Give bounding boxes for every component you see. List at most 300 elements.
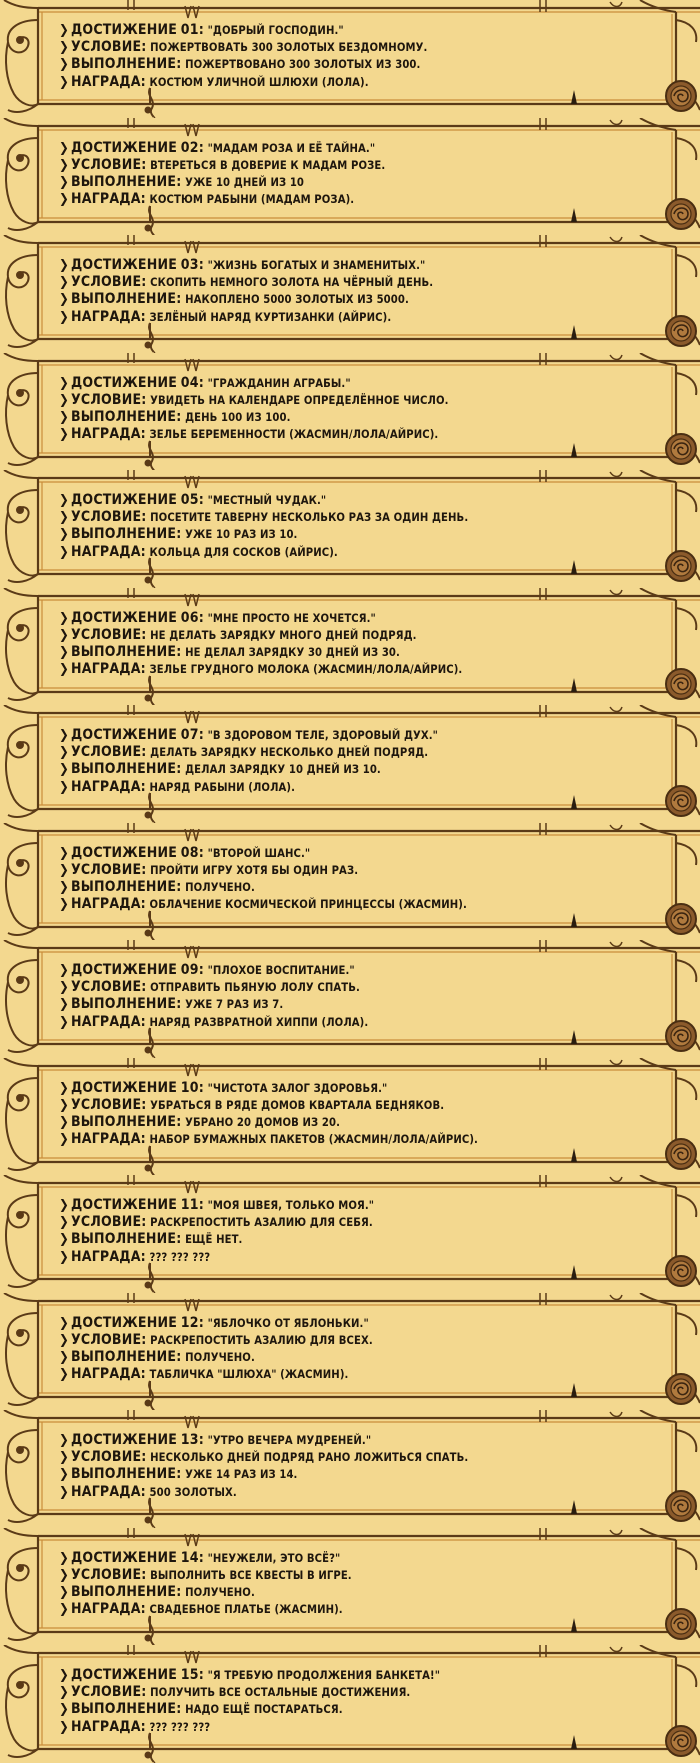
achievement-reward-line: ❯ НАГРАДА: НАБОР БУМАЖНЫХ ПАКЕТОВ (ЖАСМИН/ЛОЛА/АЙРИС). [59, 1131, 478, 1148]
spike-icon [571, 1500, 577, 1514]
achievement-panel-15 [0, 1645, 700, 1763]
achievement-title: "ПЛОХОЕ ВОСПИТАНИЕ." [207, 964, 355, 977]
spike-icon [571, 1383, 577, 1397]
spike-icon [571, 208, 577, 222]
achievement-condition-line: ❯ УСЛОВИЕ: РАСКРЕПОСТИТЬ АЗАЛИЮ ДЛЯ ВСЕХ. [59, 1331, 373, 1348]
spiral-ornament-left [4, 1175, 38, 1287]
achievement-condition-line: ❯ УСЛОВИЕ: ПОСЕТИТЕ ТАВЕРНУ НЕСКОЛЬКО РАЗ ЗА ОДИН ДЕНЬ. [59, 509, 469, 526]
spike-icon [571, 325, 577, 339]
achievement-condition-line: ❯ УСЛОВИЕ: ДЕЛАТЬ ЗАРЯДКУ НЕСКОЛЬКО ДНЕЙ ПОДРЯД. [59, 744, 429, 761]
achievement-title-line: ❯ ДОСТИЖЕНИЕ 13: "УТРО ВЕЧЕРА МУДРЕНЕЙ." [59, 1432, 372, 1448]
achievement-panel-09 [0, 940, 700, 1058]
bottom-treble-ornament [146, 1263, 155, 1293]
achievement-condition: РАСКРЕПОСТИТЬ АЗАЛИЮ ДЛЯ СЕБЯ. [150, 1216, 373, 1230]
achievement-reward: КОСТЮМ УЛИЧНОЙ ШЛЮХИ (ЛОЛА). [149, 75, 369, 89]
chevron-right-icon: ❯ [59, 1450, 69, 1466]
chevron-right-icon: ❯ [59, 275, 69, 291]
label-achievement: ДОСТИЖЕНИЕ [71, 962, 178, 978]
bronze-swirl-medallion-icon [666, 1021, 696, 1051]
achievement-number: 01 [180, 22, 199, 38]
achievement-number: 11 [180, 1197, 199, 1213]
bottom-treble-ornament [146, 88, 155, 118]
chevron-right-icon: ❯ [59, 662, 69, 678]
achievement-completion: ДЕЛАЛ ЗАРЯДКУ 10 ДНЕЙ ИЗ 10. [185, 763, 381, 777]
achievement-reward-line: ❯ НАГРАДА: 500 ЗОЛОТЫХ. [59, 1483, 237, 1500]
spiral-ornament-left [4, 588, 38, 700]
achievement-number: 06 [180, 609, 199, 626]
label-achievement: ДОСТИЖЕНИЕ [71, 139, 178, 156]
spike-icon [571, 1148, 577, 1162]
achievement-reward-line: ❯ НАГРАДА: ЗЕЛЬЕ ГРУДНОГО МОЛОКА (ЖАСМИН/ЛОЛА/АЙРИС). [59, 661, 463, 678]
achievement-reward: ОБЛАЧЕНИЕ КОСМИЧЕСКОЙ ПРИНЦЕССЫ (ЖАСМИН). [149, 898, 467, 912]
achievement-title: "МЕСТНЫЙ ЧУДАК." [207, 494, 327, 507]
label-achievement: ДОСТИЖЕНИЕ [71, 1549, 178, 1566]
spike-icon [571, 1265, 577, 1279]
spiral-ornament-left [4, 0, 38, 112]
chevron-right-icon: ❯ [59, 779, 69, 795]
achievement-reward-line: ❯ НАГРАДА: ЗЕЛЁНЫЙ НАРЯД КУРТИЗАНКИ (АЙРИС). [59, 308, 392, 325]
bronze-swirl-medallion-icon [666, 551, 696, 581]
label-condition: УСЛОВИЕ [71, 1096, 142, 1113]
achievement-completion-line: ❯ ВЫПОЛНЕНИЕ: НАДО ЕЩЁ ПОСТАРАТЬСЯ. [59, 1701, 343, 1718]
chevron-right-icon: ❯ [59, 1249, 69, 1265]
achievement-panel-03 [0, 235, 700, 353]
label-reward: НАГРАДА [71, 73, 141, 90]
achievement-reward-line: ❯ НАГРАДА: ЗЕЛЬЕ БЕРЕМЕННОСТИ (ЖАСМИН/ЛОЛА/АЙРИС). [59, 426, 439, 443]
achievement-title: "ДОБРЫЙ ГОСПОДИН." [207, 24, 344, 37]
achievement-completion: УЖЕ 10 РАЗ ИЗ 10. [185, 528, 298, 542]
achievement-condition: ОТПРАВИТЬ ПЬЯНУЮ ЛОЛУ СПАТЬ. [150, 981, 360, 995]
label-reward: НАГРАДА [71, 1248, 141, 1265]
bronze-swirl-medallion-icon [666, 904, 696, 934]
chevron-right-icon: ❯ [59, 493, 69, 508]
achievement-condition-line: ❯ УСЛОВИЕ: УВИДЕТЬ НА КАЛЕНДАРЕ ОПРЕДЕЛЁННОЕ ЧИСЛО. [59, 391, 449, 408]
achievement-text [59, 1315, 660, 1384]
label-reward: НАГРАДА [71, 661, 141, 678]
chevron-right-icon: ❯ [59, 140, 69, 156]
achievement-condition-line: ❯ УСЛОВИЕ: ПОЛУЧИТЬ ВСЕ ОСТАЛЬНЫЕ ДОСТИЖЕНИЯ. [59, 1684, 411, 1701]
bottom-treble-ornament [146, 1028, 155, 1058]
chevron-right-icon: ❯ [59, 510, 69, 526]
spiral-ornament-left [4, 1645, 38, 1757]
achievement-completion-line: ❯ ВЫПОЛНЕНИЕ: ЕЩЁ НЕТ. [59, 1231, 243, 1248]
achievement-title-line: ❯ ДОСТИЖЕНИЕ 10: "ЧИСТОТА ЗАЛОГ ЗДОРОВЬЯ." [59, 1079, 388, 1096]
achievement-title: "МНЕ ПРОСТО НЕ ХОЧЕТСЯ." [207, 611, 376, 625]
achievement-condition: ПОЖЕРТВОВАТЬ 300 ЗОЛОТЫХ БЕЗДОМНОМУ. [150, 41, 428, 55]
chevron-right-icon: ❯ [59, 392, 69, 408]
chevron-right-icon: ❯ [59, 1198, 69, 1213]
achievement-completion: УЖЕ 7 РАЗ ИЗ 7. [185, 998, 284, 1012]
chevron-right-icon: ❯ [59, 963, 69, 978]
chevron-right-icon: ❯ [59, 1132, 69, 1148]
label-condition: УСЛОВИЕ [71, 744, 142, 761]
spiral-ornament-left [4, 353, 38, 465]
chevron-right-icon: ❯ [59, 292, 69, 308]
label-completion: ВЫПОЛНЕНИЕ [71, 1701, 177, 1718]
spiral-ornament-left [4, 235, 38, 347]
achievement-text [59, 1197, 660, 1266]
achievement-text [59, 962, 660, 1031]
label-achievement: ДОСТИЖЕНИЕ [71, 22, 178, 38]
label-condition: УСЛОВИЕ [71, 626, 142, 643]
achievement-reward-line: ❯ НАГРАДА: НАРЯД РАБЫНИ (ЛОЛА). [59, 778, 296, 795]
achievement-panel-10 [0, 1058, 700, 1176]
chevron-right-icon: ❯ [59, 1602, 69, 1618]
achievement-reward-line: ❯ НАГРАДА: ОБЛАЧЕНИЕ КОСМИЧЕСКОЙ ПРИНЦЕССЫ (ЖАСМИН). [59, 896, 467, 913]
achievement-condition-line: ❯ УСЛОВИЕ: НЕСКОЛЬКО ДНЕЙ ПОДРЯД РАНО ЛОЖИТЬСЯ СПАТЬ. [59, 1449, 469, 1466]
label-achievement: ДОСТИЖЕНИЕ [71, 1432, 178, 1448]
bronze-swirl-medallion-icon [666, 669, 696, 699]
achievement-title: "НЕУЖЕЛИ, ЭТО ВСЁ?" [207, 1551, 341, 1565]
achievement-title-line: ❯ ДОСТИЖЕНИЕ 11: "МОЯ ШВЕЯ, ТОЛЬКО МОЯ." [59, 1197, 375, 1213]
achievement-completion: УЖЕ 14 РАЗ ИЗ 14. [185, 1468, 298, 1482]
chevron-right-icon: ❯ [59, 762, 69, 778]
chevron-right-icon: ❯ [59, 845, 69, 861]
bronze-swirl-medallion-icon [666, 1726, 696, 1756]
label-condition: УСЛОВИЕ [71, 391, 142, 408]
label-completion: ВЫПОЛНЕНИЕ [71, 1113, 177, 1130]
chevron-right-icon: ❯ [59, 1232, 69, 1248]
achievement-reward: НАРЯД РАБЫНИ (ЛОЛА). [149, 780, 296, 794]
chevron-right-icon: ❯ [59, 1097, 69, 1113]
achievement-title: "ЯБЛОЧКО ОТ ЯБЛОНЬКИ." [207, 1316, 369, 1330]
label-completion: ВЫПОЛНЕНИЕ [71, 878, 177, 895]
label-achievement: ДОСТИЖЕНИЕ [71, 492, 178, 508]
label-completion: ВЫПОЛНЕНИЕ [71, 1583, 177, 1600]
label-condition: УСЛОВИЕ [71, 1449, 142, 1466]
achievement-number: 05 [180, 492, 199, 508]
label-reward: НАГРАДА [71, 1483, 141, 1500]
label-condition: УСЛОВИЕ [71, 1214, 142, 1231]
bottom-treble-ornament [146, 1381, 155, 1411]
chevron-right-icon: ❯ [59, 1349, 69, 1365]
achievement-reward-line: ❯ НАГРАДА: ??? ??? ??? [59, 1718, 211, 1735]
achievement-title-line: ❯ ДОСТИЖЕНИЕ 05: "МЕСТНЫЙ ЧУДАК." [59, 492, 327, 508]
spike-icon [571, 1735, 577, 1749]
bronze-swirl-medallion-icon [666, 786, 696, 816]
achievement-panel-11 [0, 1175, 700, 1293]
label-condition: УСЛОВИЕ [71, 274, 142, 291]
label-achievement: ДОСТИЖЕНИЕ [71, 1079, 178, 1096]
achievement-reward: ТАБЛИЧКА "ШЛЮХА" (ЖАСМИН). [149, 1368, 349, 1382]
achievement-title-line: ❯ ДОСТИЖЕНИЕ 12: "ЯБЛОЧКО ОТ ЯБЛОНЬКИ." [59, 1314, 369, 1331]
achievement-condition-line: ❯ УСЛОВИЕ: РАСКРЕПОСТИТЬ АЗАЛИЮ ДЛЯ СЕБЯ. [59, 1214, 373, 1231]
achievement-text [59, 492, 660, 561]
bronze-swirl-medallion-icon [666, 316, 696, 346]
chevron-right-icon: ❯ [59, 862, 69, 878]
chevron-right-icon: ❯ [59, 157, 69, 173]
achievement-completion: ПОЛУЧЕНО. [185, 880, 255, 894]
bronze-swirl-medallion-icon [666, 434, 696, 464]
achievement-panel-04 [0, 353, 700, 471]
bronze-swirl-medallion-icon [666, 81, 696, 111]
spiral-ornament-left [4, 118, 38, 230]
achievement-completion-line: ❯ ВЫПОЛНЕНИЕ: НЕ ДЕЛАЛ ЗАРЯДКУ 30 ДНЕЙ ИЗ 30. [59, 643, 400, 660]
spiral-ornament-left [4, 1293, 38, 1405]
achievement-title-line: ❯ ДОСТИЖЕНИЕ 02: "МАДАМ РОЗА И ЕЁ ТАЙНА." [59, 139, 376, 156]
label-achievement: ДОСТИЖЕНИЕ [71, 257, 178, 273]
achievement-number: 07 [180, 727, 199, 743]
label-achievement: ДОСТИЖЕНИЕ [71, 609, 178, 626]
chevron-right-icon: ❯ [59, 879, 69, 895]
label-reward: НАГРАДА [71, 1718, 141, 1735]
achievement-reward-line: ❯ НАГРАДА: ??? ??? ??? [59, 1248, 211, 1265]
achievement-condition: ПОЛУЧИТЬ ВСЕ ОСТАЛЬНЫЕ ДОСТИЖЕНИЯ. [150, 1686, 411, 1700]
bottom-treble-ornament [146, 558, 155, 588]
achievement-condition-line: ❯ УСЛОВИЕ: УБРАТЬСЯ В РЯДЕ ДОМОВ КВАРТАЛА БЕДНЯКОВ. [59, 1096, 445, 1113]
achievement-condition: ДЕЛАТЬ ЗАРЯДКУ НЕСКОЛЬКО ДНЕЙ ПОДРЯД. [150, 746, 429, 760]
chevron-right-icon: ❯ [59, 409, 69, 425]
achievement-reward: НАБОР БУМАЖНЫХ ПАКЕТОВ (ЖАСМИН/ЛОЛА/АЙРИС). [149, 1133, 478, 1147]
label-reward: НАГРАДА [71, 426, 141, 443]
chevron-right-icon: ❯ [59, 1433, 69, 1448]
achievement-completion: НАДО ЕЩЁ ПОСТАРАТЬСЯ. [185, 1703, 343, 1717]
achievement-number: 03 [180, 257, 199, 273]
achievement-panel-13 [0, 1410, 700, 1528]
chevron-right-icon: ❯ [59, 174, 69, 190]
spike-icon [571, 443, 577, 457]
label-completion: ВЫПОЛНЕНИЕ [71, 1231, 177, 1248]
achievement-number: 15 [180, 1667, 199, 1683]
bronze-swirl-medallion-icon [666, 1256, 696, 1286]
achievement-number: 09 [180, 962, 199, 978]
achievement-text [59, 1080, 660, 1149]
achievement-condition: ПРОЙТИ ИГРУ ХОТЯ БЫ ОДИН РАЗ. [150, 863, 359, 877]
achievement-number: 04 [180, 374, 199, 391]
achievement-panel-07 [0, 705, 700, 823]
achievement-condition: ВЫПОЛНИТЬ ВСЕ КВЕСТЫ В ИГРЕ. [150, 1568, 352, 1582]
bronze-swirl-medallion-icon [666, 1374, 696, 1404]
bottom-treble-ornament [146, 1498, 155, 1528]
spike-icon [571, 90, 577, 104]
chevron-right-icon: ❯ [59, 23, 69, 38]
label-condition: УСЛОВИЕ [71, 1684, 142, 1701]
chevron-right-icon: ❯ [59, 728, 69, 743]
achievement-completion-line: ❯ ВЫПОЛНЕНИЕ: НАКОПЛЕНО 5000 ЗОЛОТЫХ ИЗ 5000. [59, 291, 409, 308]
label-achievement: ДОСТИЖЕНИЕ [71, 727, 178, 743]
chevron-right-icon: ❯ [59, 1702, 69, 1718]
achievement-title: "Я ТРЕБУЮ ПРОДОЛЖЕНИЯ БАНКЕТА!" [207, 1669, 441, 1682]
achievement-condition-line: ❯ УСЛОВИЕ: СКОПИТЬ НЕМНОГО ЗОЛОТА НА ЧЁРНЫЙ ДЕНЬ. [59, 274, 434, 291]
achievement-title: "УТРО ВЕЧЕРА МУДРЕНЕЙ." [207, 1434, 372, 1447]
label-completion: ВЫПОЛНЕНИЕ [71, 996, 177, 1013]
achievement-title-line: ❯ ДОСТИЖЕНИЕ 03: "ЖИЗНЬ БОГАТЫХ И ЗНАМЕНИТЫХ." [59, 257, 426, 273]
bottom-treble-ornament [146, 911, 155, 941]
achievement-number: 12 [180, 1314, 199, 1331]
achievement-panel-06 [0, 588, 700, 706]
chevron-right-icon: ❯ [59, 1467, 69, 1483]
chevron-right-icon: ❯ [59, 1014, 69, 1030]
achievement-reward-line: ❯ НАГРАДА: СВАДЕБНОЕ ПЛАТЬЕ (ЖАСМИН). [59, 1601, 343, 1618]
achievement-condition: СКОПИТЬ НЕМНОГО ЗОЛОТА НА ЧЁРНЫЙ ДЕНЬ. [150, 276, 434, 290]
achievement-title-line: ❯ ДОСТИЖЕНИЕ 01: "ДОБРЫЙ ГОСПОДИН." [59, 22, 344, 38]
achievement-reward: ??? ??? ??? [149, 1250, 211, 1264]
achievement-completion-line: ❯ ВЫПОЛНЕНИЕ: ПОЛУЧЕНО. [59, 1583, 255, 1600]
achievement-number: 13 [180, 1432, 199, 1448]
achievement-panel-02 [0, 118, 700, 236]
achievement-title-line: ❯ ДОСТИЖЕНИЕ 08: "ВТОРОЙ ШАНС." [59, 844, 311, 861]
achievement-text [59, 375, 660, 444]
spiral-ornament-left [4, 1528, 38, 1640]
achievement-text [59, 845, 660, 914]
chevron-right-icon: ❯ [59, 1685, 69, 1701]
bottom-treble-ornament [146, 793, 155, 823]
chevron-right-icon: ❯ [59, 1215, 69, 1231]
label-achievement: ДОСТИЖЕНИЕ [71, 374, 178, 391]
achievement-reward: 500 ЗОЛОТЫХ. [149, 1485, 237, 1499]
label-achievement: ДОСТИЖЕНИЕ [71, 844, 178, 861]
bottom-treble-ornament [146, 441, 155, 471]
achievement-number: 10 [180, 1079, 199, 1096]
achievement-condition-line: ❯ УСЛОВИЕ: НЕ ДЕЛАТЬ ЗАРЯДКУ МНОГО ДНЕЙ ПОДРЯД. [59, 626, 417, 643]
chevron-right-icon: ❯ [59, 1719, 69, 1735]
chevron-right-icon: ❯ [59, 1550, 69, 1566]
spiral-ornament-left [4, 705, 38, 817]
chevron-right-icon: ❯ [59, 527, 69, 543]
label-completion: ВЫПОЛНЕНИЕ [71, 408, 177, 425]
achievement-reward-line: ❯ НАГРАДА: КОЛЬЦА ДЛЯ СОСКОВ (АЙРИС). [59, 543, 338, 560]
achievement-title: "ГРАЖДАНИН АГРАБЫ." [207, 376, 351, 390]
achievement-condition: НЕ ДЕЛАТЬ ЗАРЯДКУ МНОГО ДНЕЙ ПОДРЯД. [150, 628, 417, 642]
achievement-condition: ПОСЕТИТЕ ТАВЕРНУ НЕСКОЛЬКО РАЗ ЗА ОДИН ДЕНЬ. [150, 511, 469, 525]
chevron-right-icon: ❯ [59, 610, 69, 626]
achievement-completion: ЕЩЁ НЕТ. [185, 1233, 243, 1247]
spike-icon [571, 1030, 577, 1044]
chevron-right-icon: ❯ [59, 1114, 69, 1130]
bronze-swirl-medallion-icon [666, 1139, 696, 1169]
label-condition: УСЛОВИЕ [71, 1566, 142, 1583]
achievement-condition: НЕСКОЛЬКО ДНЕЙ ПОДРЯД РАНО ЛОЖИТЬСЯ СПАТЬ. [150, 1451, 469, 1465]
achievement-reward: НАРЯД РАЗВРАТНОЙ ХИППИ (ЛОЛА). [149, 1015, 369, 1029]
achievement-title-line: ❯ ДОСТИЖЕНИЕ 06: "МНЕ ПРОСТО НЕ ХОЧЕТСЯ." [59, 609, 376, 626]
achievement-title: "МОЯ ШВЕЯ, ТОЛЬКО МОЯ." [207, 1199, 375, 1212]
achievement-condition: РАСКРЕПОСТИТЬ АЗАЛИЮ ДЛЯ ВСЕХ. [150, 1333, 373, 1347]
achievement-completion-line: ❯ ВЫПОЛНЕНИЕ: УБРАНО 20 ДОМОВ ИЗ 20. [59, 1113, 341, 1130]
label-completion: ВЫПОЛНЕНИЕ [71, 526, 177, 543]
achievement-completion-line: ❯ ВЫПОЛНЕНИЕ: УЖЕ 10 ДНЕЙ ИЗ 10 [59, 173, 305, 190]
achievement-completion-line: ❯ ВЫПОЛНЕНИЕ: ПОЛУЧЕНО. [59, 878, 255, 895]
achievement-reward: ЗЕЛЁНЫЙ НАРЯД КУРТИЗАНКИ (АЙРИС). [149, 310, 392, 324]
chevron-right-icon: ❯ [59, 644, 69, 660]
chevron-right-icon: ❯ [59, 258, 69, 273]
achievement-panel-14 [0, 1528, 700, 1646]
achievement-text [59, 727, 660, 796]
achievement-completion: ДЕНЬ 100 ИЗ 100. [185, 410, 291, 424]
chevron-right-icon: ❯ [59, 57, 69, 73]
chevron-right-icon: ❯ [59, 997, 69, 1013]
achievement-reward: ЗЕЛЬЕ ГРУДНОГО МОЛОКА (ЖАСМИН/ЛОЛА/АЙРИС). [149, 663, 463, 677]
bronze-swirl-medallion-icon [666, 1609, 696, 1639]
label-completion: ВЫПОЛНЕНИЕ [71, 1348, 177, 1365]
achievement-reward: ЗЕЛЬЕ БЕРЕМЕННОСТИ (ЖАСМИН/ЛОЛА/АЙРИС). [149, 428, 439, 442]
achievement-text [59, 610, 660, 679]
chevron-right-icon: ❯ [59, 1668, 69, 1683]
chevron-right-icon: ❯ [59, 192, 69, 208]
achievement-condition: УБРАТЬСЯ В РЯДЕ ДОМОВ КВАРТАЛА БЕДНЯКОВ. [150, 1098, 445, 1112]
chevron-right-icon: ❯ [59, 627, 69, 643]
achievement-completion-line: ❯ ВЫПОЛНЕНИЕ: ДЕНЬ 100 ИЗ 100. [59, 408, 291, 425]
bottom-treble-ornament [146, 1733, 155, 1763]
achievement-completion-line: ❯ ВЫПОЛНЕНИЕ: УЖЕ 7 РАЗ ИЗ 7. [59, 996, 284, 1013]
achievement-condition: УВИДЕТЬ НА КАЛЕНДАРЕ ОПРЕДЕЛЁННОЕ ЧИСЛО. [150, 393, 449, 407]
achievement-reward-line: ❯ НАГРАДА: НАРЯД РАЗВРАТНОЙ ХИППИ (ЛОЛА). [59, 1013, 369, 1030]
chevron-right-icon: ❯ [59, 309, 69, 325]
achievement-reward-line: ❯ НАГРАДА: ТАБЛИЧКА "ШЛЮХА" (ЖАСМИН). [59, 1366, 349, 1383]
achievement-panel-08 [0, 823, 700, 941]
label-condition: УСЛОВИЕ [71, 979, 142, 996]
achievement-completion-line: ❯ ВЫПОЛНЕНИЕ: ПОЛУЧЕНО. [59, 1348, 255, 1365]
bottom-treble-ornament [146, 676, 155, 706]
chevron-right-icon: ❯ [59, 897, 69, 913]
label-condition: УСЛОВИЕ [71, 509, 142, 526]
achievement-reward-line: ❯ НАГРАДА: КОСТЮМ РАБЫНИ (МАДАМ РОЗА). [59, 191, 355, 208]
achievement-completion-line: ❯ ВЫПОЛНЕНИЕ: УЖЕ 14 РАЗ ИЗ 14. [59, 1466, 298, 1483]
bronze-swirl-medallion-icon [666, 199, 696, 229]
achievement-panel-05 [0, 470, 700, 588]
achievement-reward: КОЛЬЦА ДЛЯ СОСКОВ (АЙРИС). [149, 545, 338, 559]
label-condition: УСЛОВИЕ [71, 861, 142, 878]
achievement-title: "ВТОРОЙ ШАНС." [207, 846, 311, 860]
chevron-right-icon: ❯ [59, 427, 69, 443]
achievement-condition-line: ❯ УСЛОВИЕ: ВЫПОЛНИТЬ ВСЕ КВЕСТЫ В ИГРЕ. [59, 1566, 352, 1583]
bottom-treble-ornament [146, 1146, 155, 1176]
spiral-ornament-left [4, 940, 38, 1052]
chevron-right-icon: ❯ [59, 1484, 69, 1500]
label-condition: УСЛОВИЕ [71, 156, 142, 173]
chevron-right-icon: ❯ [59, 544, 69, 560]
label-reward: НАГРАДА [71, 1131, 141, 1148]
achievement-condition-line: ❯ УСЛОВИЕ: ОТПРАВИТЬ ПЬЯНУЮ ЛОЛУ СПАТЬ. [59, 979, 360, 996]
bottom-treble-ornament [146, 206, 155, 236]
label-reward: НАГРАДА [71, 308, 141, 325]
achievement-number: 08 [180, 844, 199, 861]
achievement-title: "В ЗДОРОВОМ ТЕЛЕ, ЗДОРОВЫЙ ДУХ." [207, 729, 439, 742]
achievement-text [59, 140, 660, 209]
label-completion: ВЫПОЛНЕНИЕ [71, 761, 177, 778]
achievement-title-line: ❯ ДОСТИЖЕНИЕ 14: "НЕУЖЕЛИ, ЭТО ВСЁ?" [59, 1549, 341, 1566]
achievement-completion-line: ❯ ВЫПОЛНЕНИЕ: ПОЖЕРТВОВАНО 300 ЗОЛОТЫХ ИЗ 300. [59, 56, 421, 73]
label-completion: ВЫПОЛНЕНИЕ [71, 173, 177, 190]
achievement-completion: УЖЕ 10 ДНЕЙ ИЗ 10 [185, 175, 305, 189]
achievement-completion-line: ❯ ВЫПОЛНЕНИЕ: УЖЕ 10 РАЗ ИЗ 10. [59, 526, 298, 543]
achievement-panel-01 [0, 0, 700, 118]
chevron-right-icon: ❯ [59, 1367, 69, 1383]
achievement-completion: УБРАНО 20 ДОМОВ ИЗ 20. [185, 1115, 341, 1129]
achievement-reward: ??? ??? ??? [149, 1720, 211, 1734]
achievement-reward: СВАДЕБНОЕ ПЛАТЬЕ (ЖАСМИН). [149, 1603, 343, 1617]
label-condition: УСЛОВИЕ [71, 1331, 142, 1348]
label-reward: НАГРАДА [71, 191, 141, 208]
chevron-right-icon: ❯ [59, 375, 69, 391]
chevron-right-icon: ❯ [59, 1584, 69, 1600]
achievement-title-line: ❯ ДОСТИЖЕНИЕ 09: "ПЛОХОЕ ВОСПИТАНИЕ." [59, 962, 355, 978]
spike-icon [571, 913, 577, 927]
achievement-text [59, 1432, 660, 1501]
spike-icon [571, 678, 577, 692]
spiral-ornament-left [4, 1410, 38, 1522]
achievement-panel-12 [0, 1293, 700, 1411]
achievement-completion: ПОЛУЧЕНО. [185, 1350, 255, 1364]
label-reward: НАГРАДА [71, 543, 141, 560]
achievement-completion: ПОЛУЧЕНО. [185, 1585, 255, 1599]
label-reward: НАГРАДА [71, 1366, 141, 1383]
achievement-number: 14 [180, 1549, 199, 1566]
chevron-right-icon: ❯ [59, 1315, 69, 1331]
label-achievement: ДОСТИЖЕНИЕ [71, 1314, 178, 1331]
achievement-title-line: ❯ ДОСТИЖЕНИЕ 04: "ГРАЖДАНИН АГРАБЫ." [59, 374, 351, 391]
label-reward: НАГРАДА [71, 778, 141, 795]
bronze-swirl-medallion-icon [666, 1491, 696, 1521]
